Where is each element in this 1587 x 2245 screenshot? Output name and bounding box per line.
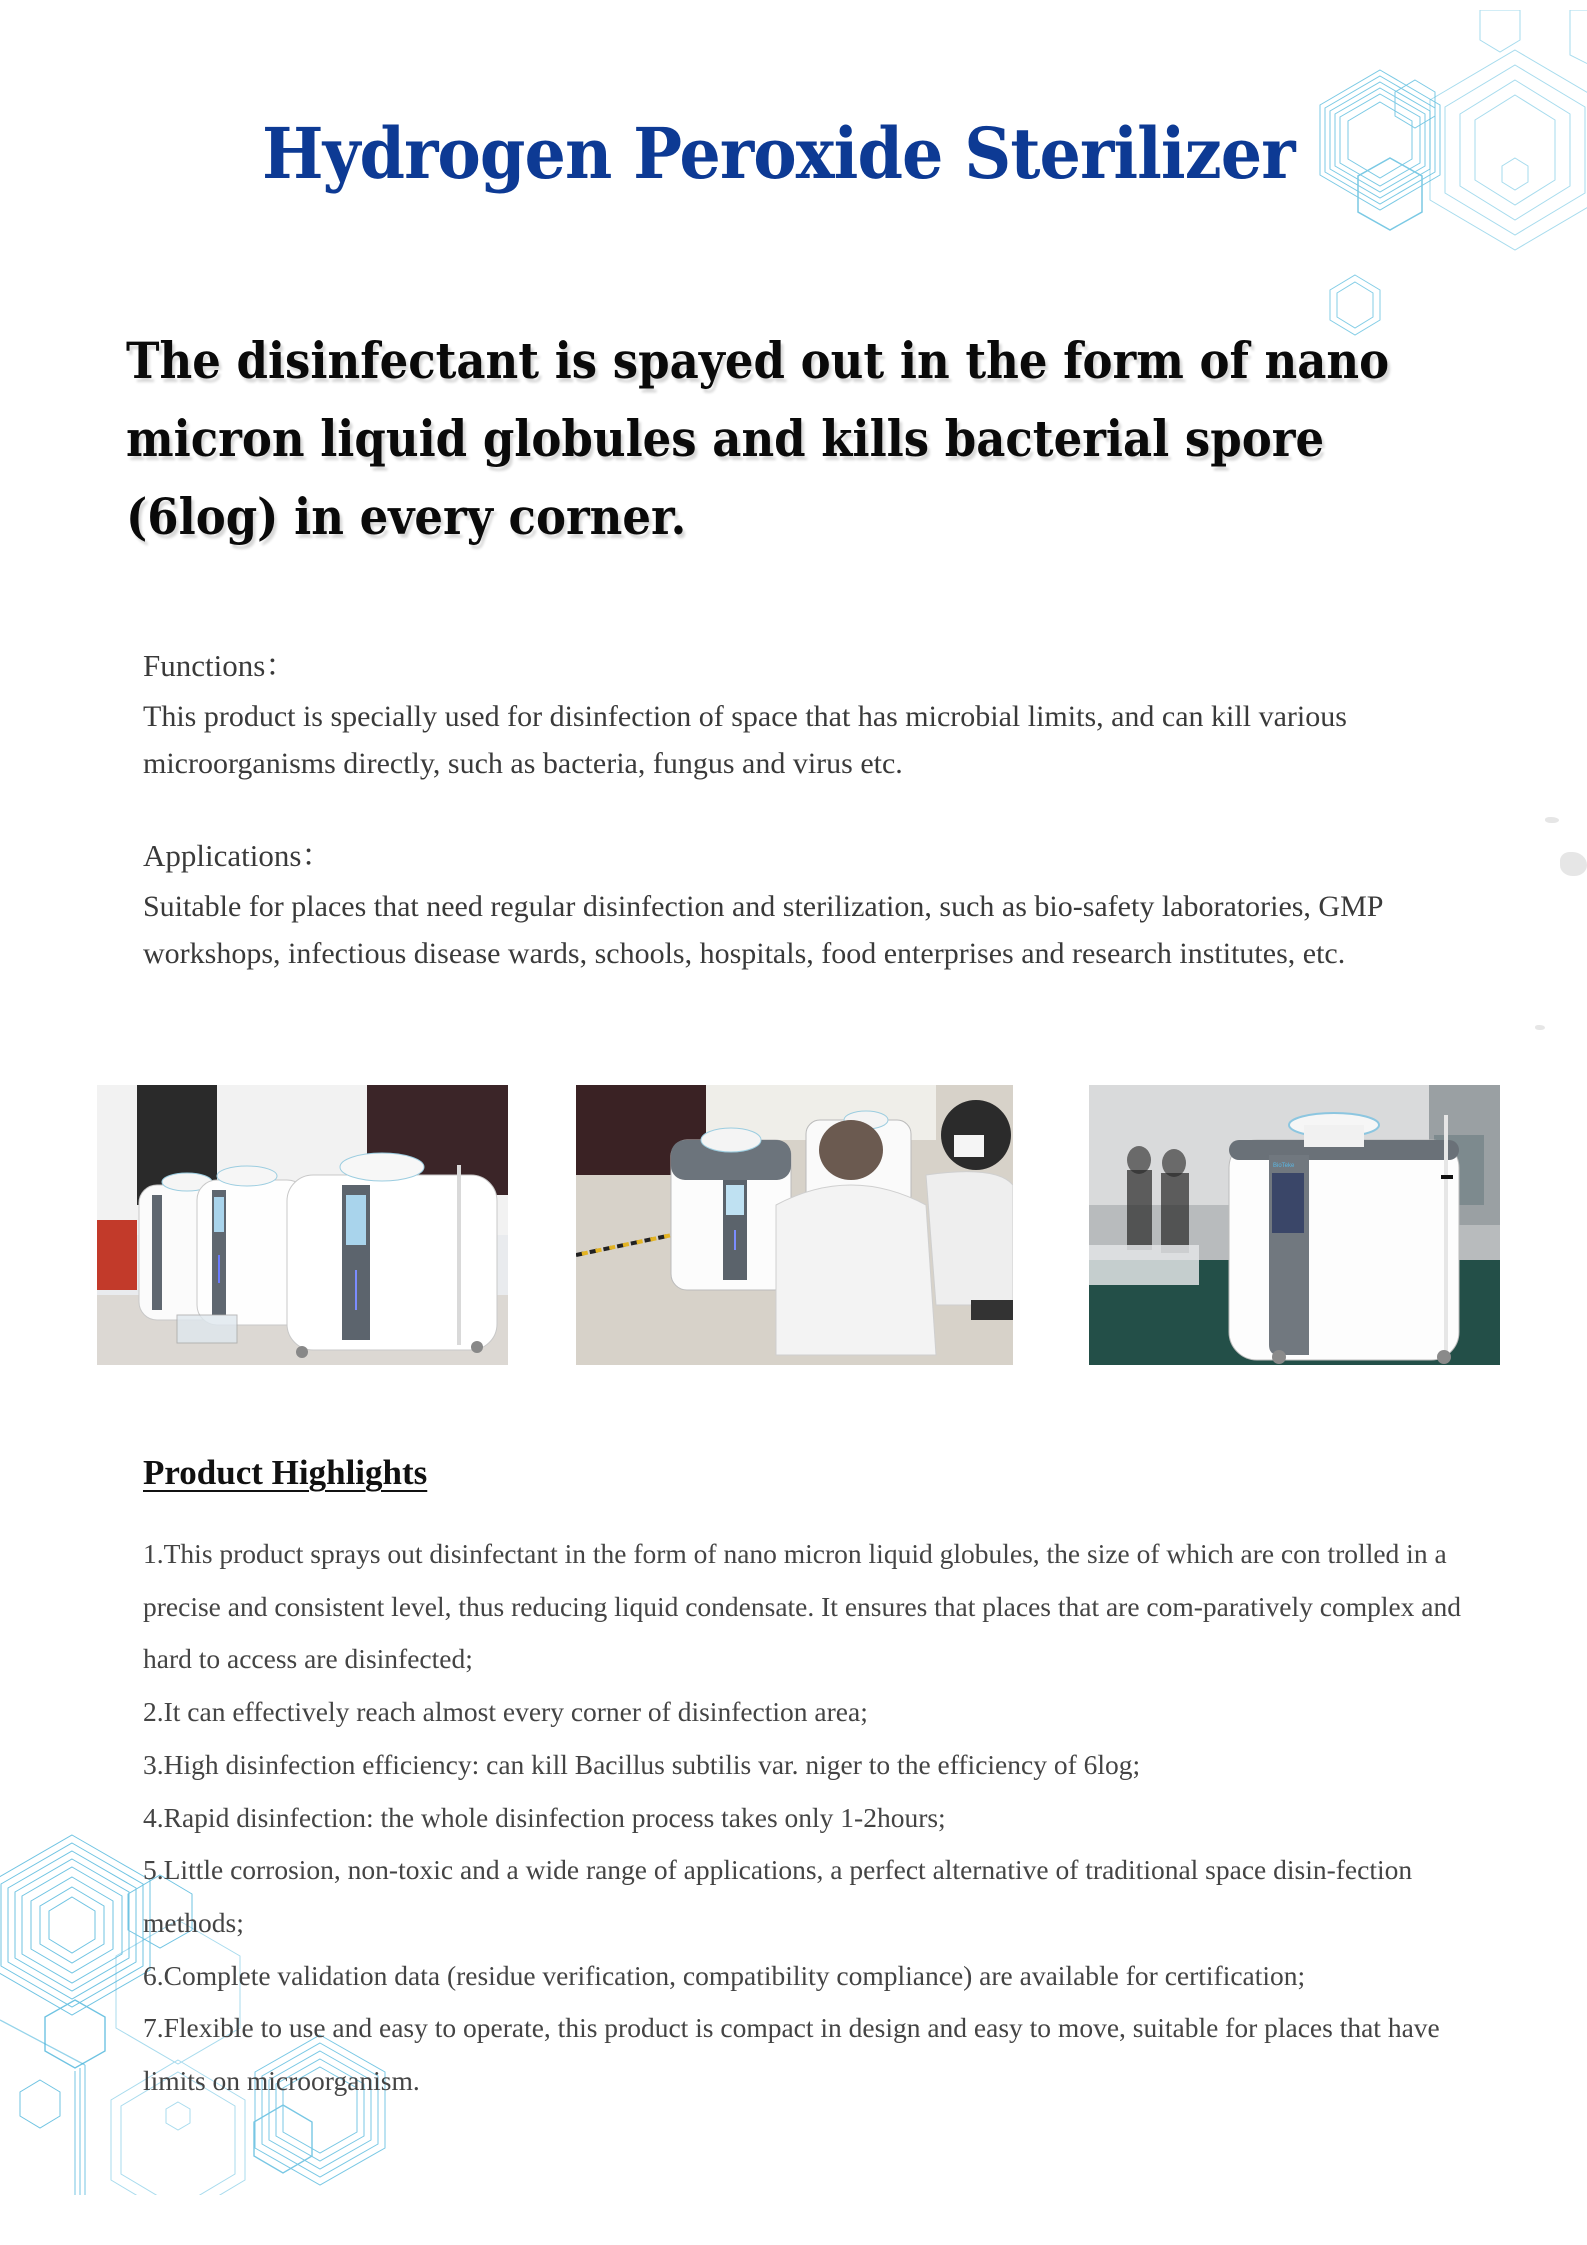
highlight-item: 1.This product sprays out disinfectant in the form of nano micron liquid globules, the size of which are con trolled in a precise and consistent level, thus reducing liquid condensate. It ensures that places that are com-paratively complex and hard to access are disinfected; — [143, 1538, 1462, 1675]
product-photo-3 — [1089, 1085, 1500, 1365]
tagline: The disinfectant is spayed out in the form of nano micron liquid globules and kills bacterial spore (6log) in every corner. — [126, 331, 1390, 546]
product-photo-2 — [576, 1085, 1013, 1365]
highlight-item: 3.High disinfection efficiency: can kill Bacillus subtilis var. niger to the efficiency of 6log; — [143, 1748, 1141, 1780]
svg-text:BioTeke: BioTeke — [1273, 1163, 1295, 1169]
highlights-heading: Product Highlights — [143, 1453, 428, 1492]
applications-text: Suitable for places that need regular disinfection and sterilization, such as bio-safety laboratories, GMP workshops, infectious disease wards, schools, hospitals, food enterprises and research institutes, etc. — [143, 890, 1383, 970]
page-title: Hydrogen Peroxide Sterilizer — [262, 112, 1295, 195]
decorative-stain — [1560, 852, 1587, 876]
applications-section — [143, 833, 1473, 977]
photo-sterilizers-workroom — [97, 1085, 508, 1365]
highlight-item: 4.Rapid disinfection: the whole disinfection process takes only 1-2hours; — [143, 1801, 946, 1833]
applications-heading: Applications： — [143, 838, 333, 873]
highlights-list — [143, 1528, 1473, 2108]
functions-heading: Functions： — [143, 648, 297, 683]
decorative-stain — [1535, 1025, 1545, 1030]
functions-text: This product is specially used for disinfection of space that has microbial limits, and can kill various microorganisms directly, such as bacteria, fungus and virus etc. — [143, 700, 1347, 780]
product-photo-1 — [97, 1085, 508, 1365]
hexagon-pattern-top-right — [1280, 10, 1587, 340]
functions-section — [143, 643, 1473, 787]
decorative-stain — [1545, 817, 1559, 823]
photo-technicians-operating — [576, 1085, 1013, 1365]
highlight-item: 5.Little corrosion, non-toxic and a wide range of applications, a perfect alternative of traditional space disin-fection methods; — [143, 1854, 1413, 1938]
highlight-item: 7.Flexible to use and easy to operate, this product is compact in design and easy to move, suitable for places that have limits on microorganism. — [143, 2012, 1440, 2097]
photo-sterilizer-lab-bench — [1089, 1085, 1500, 1365]
highlight-item: 6.Complete validation data (residue verification, compatibility compliance) are available for certification; — [143, 1959, 1306, 1991]
highlight-item: 2.It can effectively reach almost every corner of disinfection area; — [143, 1696, 868, 1728]
